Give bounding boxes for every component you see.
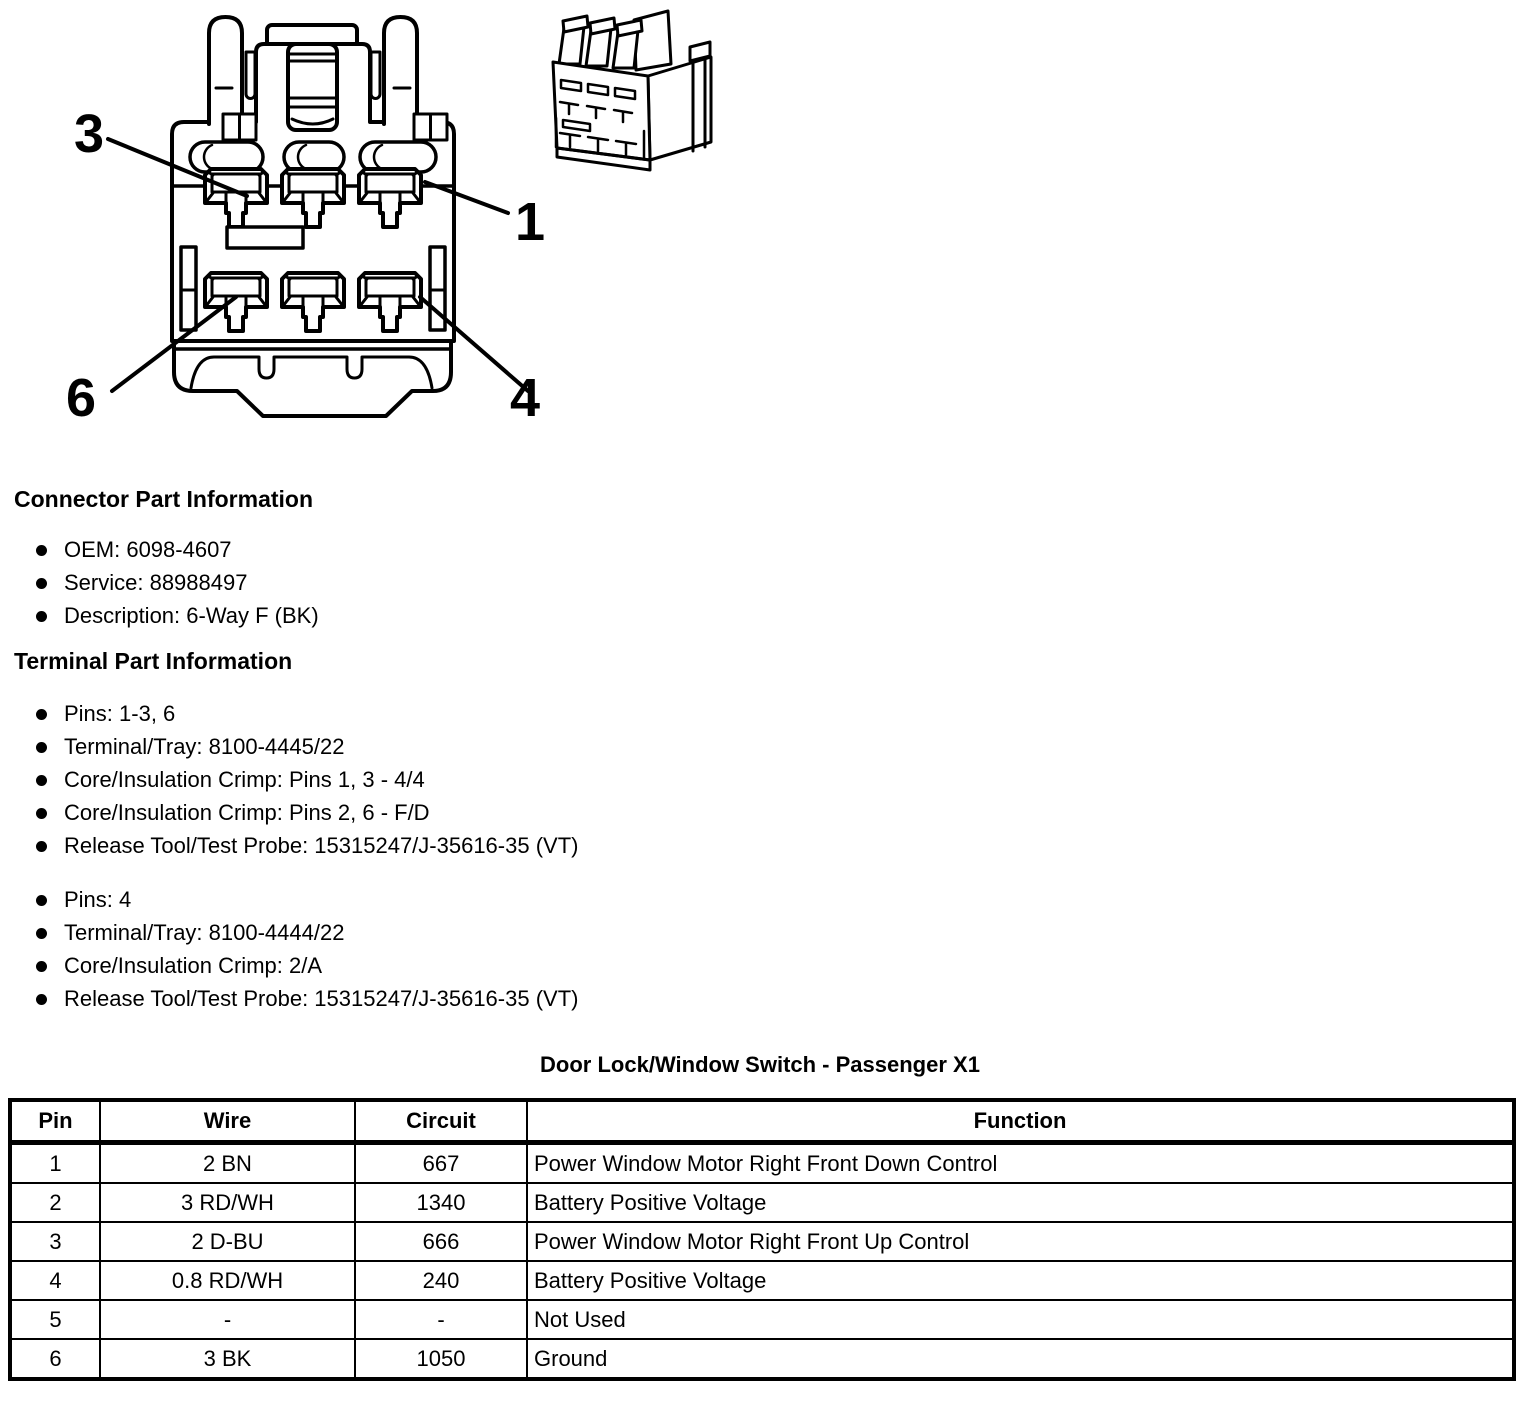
bullet-icon: [36, 611, 47, 622]
pinout-table: [8, 1098, 1516, 1381]
bullet-text: Release Tool/Test Probe: 15315247/J-35616-35 (VT): [64, 986, 579, 1011]
bullet-text: Pins: 1-3, 6: [64, 701, 176, 726]
bullet-item: [14, 604, 319, 628]
latch-tongue: [288, 44, 337, 130]
wire-cell: -: [100, 1300, 355, 1339]
bullet-text: Terminal/Tray: 8100-4445/22: [64, 734, 345, 759]
bullet-text: Terminal/Tray: 8100-4444/22: [64, 920, 345, 945]
function-column-header: Function: [527, 1100, 1514, 1143]
pinout-table-title: Door Lock/Window Switch - Passenger X1: [540, 1052, 980, 1077]
bullet-item: [14, 921, 578, 945]
bullet-icon: [36, 841, 47, 852]
bullet-text: Core/Insulation Crimp: Pins 2, 6 - F/D: [64, 800, 430, 825]
bullet-text: Description: 6-Way F (BK): [64, 603, 319, 628]
table-row: [10, 1222, 1514, 1261]
connector-part-info-list: [14, 538, 319, 637]
bullet-text: OEM: 6098-4607: [64, 537, 232, 562]
bullet-icon: [36, 775, 47, 786]
bullet-text: Service: 88988497: [64, 570, 248, 595]
circuit-cell: 240: [355, 1261, 527, 1300]
terminal-part-info-heading: Terminal Part Information: [14, 648, 293, 674]
bullet-item: [14, 768, 578, 792]
pin-cell: 1: [10, 1143, 100, 1184]
bullet-icon: [36, 545, 47, 556]
latch-arm-left: [209, 17, 242, 124]
wire-column-header: Wire: [100, 1100, 355, 1143]
bullet-icon: [36, 928, 47, 939]
bullet-item: [14, 702, 578, 726]
connector-3d-view: [553, 11, 711, 170]
callout-pin-3: 3: [74, 104, 105, 164]
wire-cell: 2 BN: [100, 1143, 355, 1184]
terminal-info-list-pins-1-3-6: [14, 702, 578, 867]
wire-cell: 3 RD/WH: [100, 1183, 355, 1222]
table-row: [10, 1261, 1514, 1300]
connector-diagram-area: [0, 0, 760, 465]
bullet-text: Core/Insulation Crimp: Pins 1, 3 - 4/4: [64, 767, 425, 792]
bullet-text: Core/Insulation Crimp: 2/A: [64, 953, 322, 978]
bullet-icon: [36, 808, 47, 819]
circuit-cell: -: [355, 1300, 527, 1339]
pin-cell: 2: [10, 1183, 100, 1222]
pinout-table-body: [10, 1143, 1514, 1380]
latch-arm-right: [384, 17, 417, 124]
pin-cell: 4: [10, 1261, 100, 1300]
wire-cell: 3 BK: [100, 1339, 355, 1379]
bullet-item: [14, 954, 578, 978]
wire-cell: 2 D-BU: [100, 1222, 355, 1261]
bullet-item: [14, 571, 319, 595]
bullet-icon: [36, 742, 47, 753]
bullet-text: Pins: 4: [64, 887, 132, 912]
callout-pin-1: 1: [515, 192, 546, 252]
bullet-icon: [36, 961, 47, 972]
circuit-column-header: Circuit: [355, 1100, 527, 1143]
circuit-cell: 1050: [355, 1339, 527, 1379]
function-cell: Power Window Motor Right Front Up Control: [527, 1222, 1514, 1261]
callout-pin-4: 4: [510, 368, 541, 428]
bullet-item: [14, 801, 578, 825]
connector-front-view: [172, 17, 454, 416]
bullet-icon: [36, 709, 47, 720]
bullet-text: Release Tool/Test Probe: 15315247/J-35616-35 (VT): [64, 833, 579, 858]
circuit-cell: 667: [355, 1143, 527, 1184]
table-row: [10, 1300, 1514, 1339]
circuit-cell: 1340: [355, 1183, 527, 1222]
table-header-row: [10, 1100, 1514, 1143]
bullet-item: [14, 888, 578, 912]
pin-cell: 5: [10, 1300, 100, 1339]
bullet-item: [14, 735, 578, 759]
wire-cell: 0.8 RD/WH: [100, 1261, 355, 1300]
pin-column-header: Pin: [10, 1100, 100, 1143]
terminal-info-list-pin-4: [14, 888, 578, 1020]
table-row: [10, 1143, 1514, 1184]
bullet-item: [14, 987, 578, 1011]
function-cell: Not Used: [527, 1300, 1514, 1339]
connector-diagram: [0, 0, 760, 460]
pinout-table-container: [8, 1098, 1516, 1381]
function-cell: Battery Positive Voltage: [527, 1261, 1514, 1300]
circuit-cell: 666: [355, 1222, 527, 1261]
bullet-icon: [36, 578, 47, 589]
table-row: [10, 1339, 1514, 1379]
connector-part-info-heading: Connector Part Information: [14, 486, 314, 512]
bullet-item: [14, 538, 319, 562]
pin-cell: 3: [10, 1222, 100, 1261]
function-cell: Ground: [527, 1339, 1514, 1379]
bullet-icon: [36, 895, 47, 906]
bullet-icon: [36, 994, 47, 1005]
callout-pin-6: 6: [66, 368, 97, 428]
function-cell: Battery Positive Voltage: [527, 1183, 1514, 1222]
table-row: [10, 1183, 1514, 1222]
bullet-item: [14, 834, 578, 858]
function-cell: Power Window Motor Right Front Down Control: [527, 1143, 1514, 1184]
pin-cell: 6: [10, 1339, 100, 1379]
